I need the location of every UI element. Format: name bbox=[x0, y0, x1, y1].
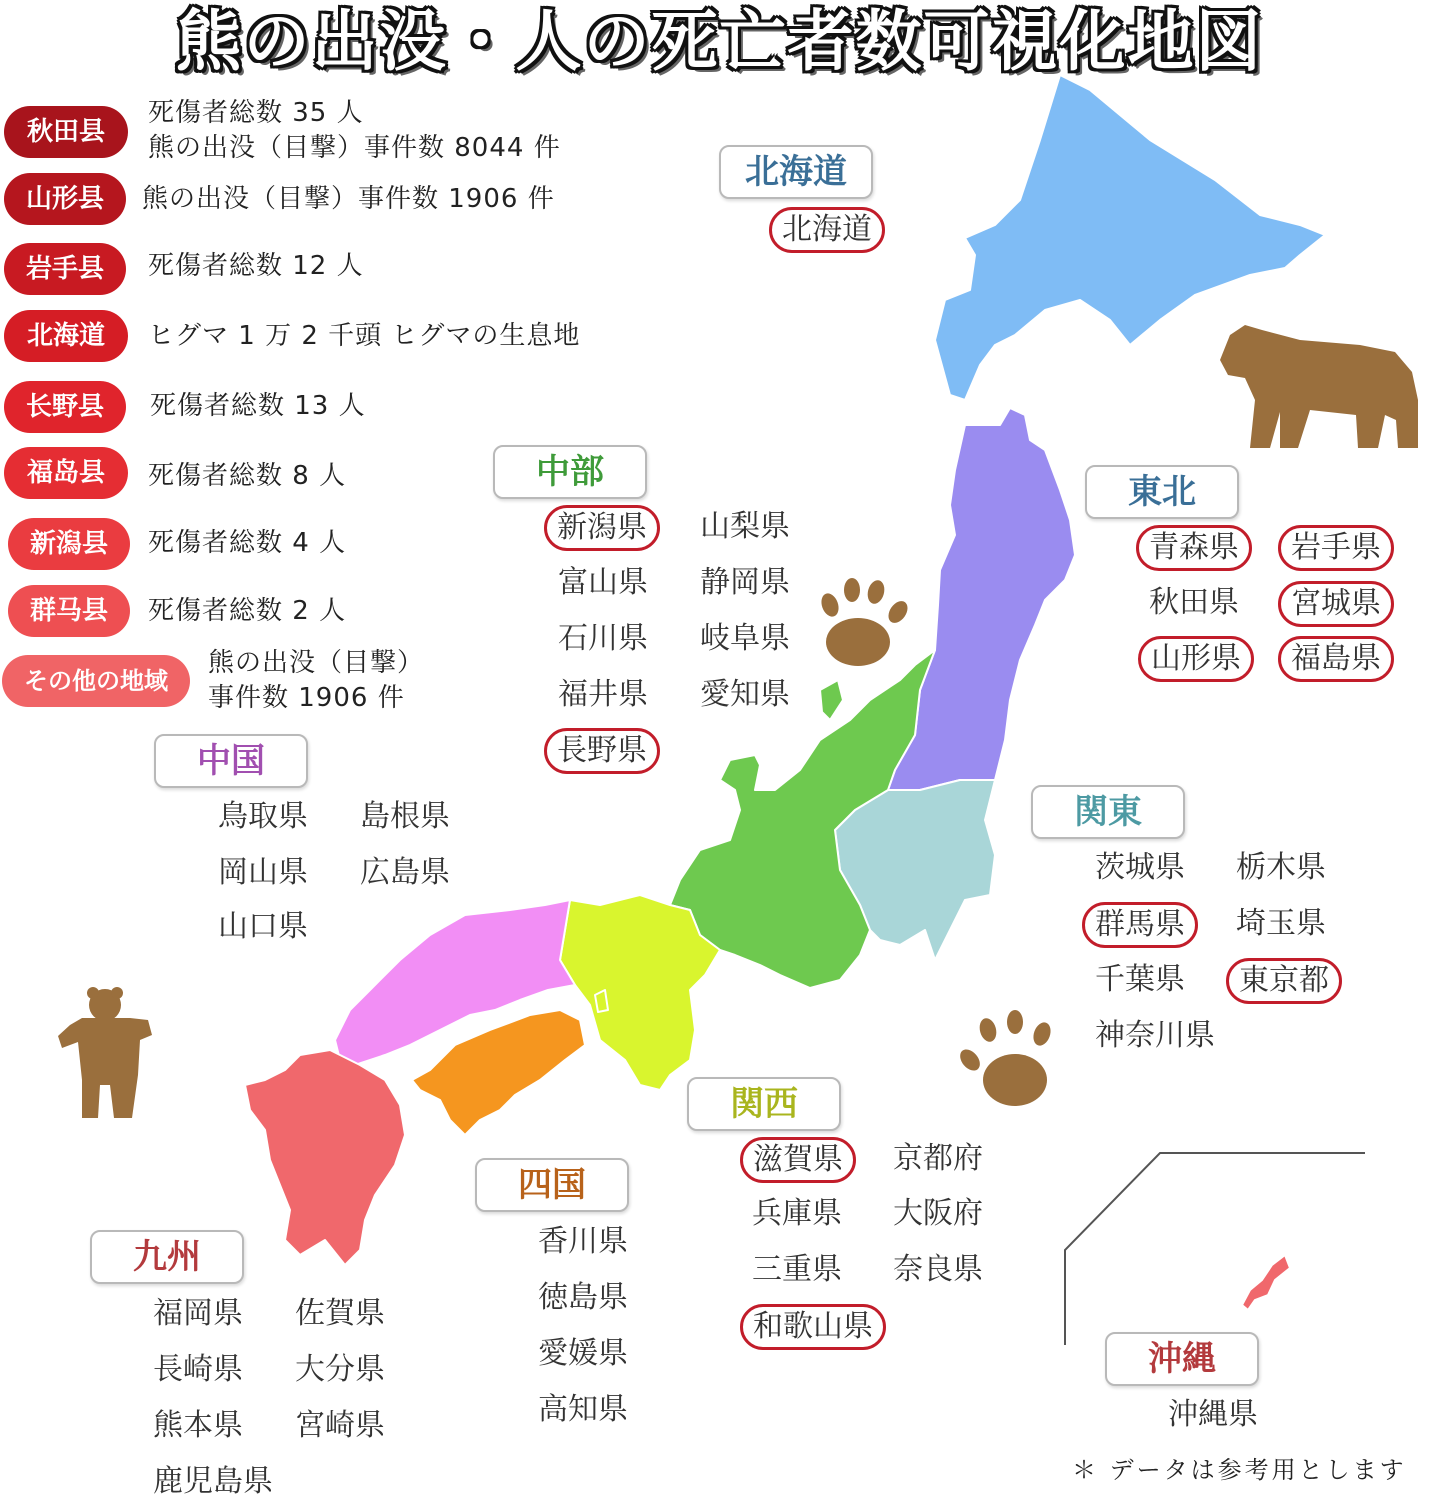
stat-text: 死傷者総数 12 人 bbox=[148, 251, 364, 281]
pref-label: 新潟県 bbox=[544, 505, 660, 551]
bear-paw-icon bbox=[956, 1010, 1053, 1106]
pref-label: 奈良県 bbox=[893, 1252, 983, 1287]
stats-panel bbox=[0, 0, 640, 720]
pref-label: 福岡県 bbox=[153, 1296, 243, 1331]
pref-label: 岡山県 bbox=[218, 855, 308, 890]
stat-text: 死傷者総数 35 人 bbox=[148, 98, 364, 128]
pref-label: 群馬県 bbox=[1082, 902, 1198, 948]
stat-pill: 岩手县 bbox=[4, 243, 126, 295]
map-region-sado bbox=[820, 680, 843, 720]
pref-label: 北海道 bbox=[769, 207, 885, 253]
pref-label: 長野県 bbox=[544, 728, 660, 774]
region-label-chugoku: 中国 bbox=[154, 734, 308, 788]
pref-label: 富山県 bbox=[558, 565, 648, 600]
pref-label: 東京都 bbox=[1226, 958, 1342, 1004]
stat-text: 熊の出没（目撃）事件数 8044 件 bbox=[148, 133, 561, 163]
pref-label: 広島県 bbox=[360, 855, 450, 890]
region-label-chubu: 中部 bbox=[493, 445, 647, 499]
stat-text: 死傷者総数 2 人 bbox=[148, 596, 347, 626]
pref-label: 石川県 bbox=[558, 621, 648, 656]
stat-text: ヒグマ 1 万 2 千頭 ヒグマの生息地 bbox=[148, 321, 581, 351]
pref-label: 大分県 bbox=[295, 1352, 385, 1387]
page-title: 熊の出没・人の死亡者数可視化地図 bbox=[175, 3, 1264, 80]
pref-label: 鳥取県 bbox=[218, 799, 308, 834]
pref-label: 愛媛県 bbox=[538, 1336, 628, 1371]
pref-label: 山口県 bbox=[218, 909, 308, 944]
pref-label: 高知県 bbox=[538, 1392, 628, 1427]
pref-label: 沖縄県 bbox=[1168, 1397, 1258, 1432]
stat-pill: その他の地域 bbox=[2, 655, 190, 707]
pref-label: 佐賀県 bbox=[295, 1296, 385, 1331]
pref-label: 宮城県 bbox=[1278, 581, 1394, 627]
pref-label: 兵庫県 bbox=[752, 1196, 842, 1231]
stat-text: 熊の出没（目撃）事件数 1906 件 bbox=[142, 184, 555, 214]
bear-walking-icon bbox=[1220, 325, 1418, 448]
bear-paw-icon bbox=[818, 578, 911, 666]
stat-pill: 秋田县 bbox=[4, 106, 128, 158]
pref-label: 三重県 bbox=[752, 1252, 842, 1287]
pref-label: 埼玉県 bbox=[1236, 906, 1326, 941]
stat-pill: 福岛县 bbox=[4, 447, 128, 499]
pref-label: 青森県 bbox=[1136, 525, 1252, 571]
pref-label: 山形県 bbox=[1138, 636, 1254, 682]
pref-label: 栃木県 bbox=[1236, 850, 1326, 885]
pref-label: 京都府 bbox=[893, 1141, 983, 1176]
pref-label: 千葉県 bbox=[1095, 962, 1185, 997]
pref-label: 茨城県 bbox=[1095, 850, 1185, 885]
pref-label: 大阪府 bbox=[893, 1196, 983, 1231]
pref-label: 徳島県 bbox=[538, 1280, 628, 1315]
pref-label: 熊本県 bbox=[153, 1408, 243, 1443]
stat-text: 死傷者総数 13 人 bbox=[150, 391, 366, 421]
region-label-shikoku: 四国 bbox=[475, 1158, 629, 1212]
map-region-tohoku[interactable] bbox=[888, 408, 1075, 795]
okinawa-inset-frame bbox=[1065, 1153, 1365, 1345]
pref-label: 福井県 bbox=[558, 677, 648, 712]
map-region-awaji bbox=[595, 990, 608, 1012]
stat-pill: 北海道 bbox=[4, 310, 128, 362]
pref-label: 愛知県 bbox=[700, 677, 790, 712]
stat-pill: 新潟县 bbox=[8, 518, 130, 570]
map-region-kansai[interactable] bbox=[560, 895, 720, 1090]
region-label-kyushu: 九州 bbox=[90, 1230, 244, 1284]
pref-label: 岩手県 bbox=[1278, 525, 1394, 571]
pref-label: 島根県 bbox=[360, 799, 450, 834]
map-region-okinawa[interactable] bbox=[1242, 1255, 1290, 1310]
pref-label: 宮崎県 bbox=[295, 1408, 385, 1443]
pref-label: 鹿児島県 bbox=[153, 1464, 273, 1499]
region-label-kansai: 関西 bbox=[687, 1077, 841, 1131]
region-label-hokkaido: 北海道 bbox=[719, 145, 873, 199]
pref-label: 山梨県 bbox=[700, 509, 790, 544]
bear-standing-icon bbox=[58, 987, 152, 1118]
pref-label: 和歌山県 bbox=[740, 1304, 886, 1350]
pref-label: 福島県 bbox=[1278, 636, 1394, 682]
stat-text: 熊の出没（目撃） bbox=[208, 648, 425, 678]
pref-label: 香川県 bbox=[538, 1224, 628, 1259]
stat-pill: 长野县 bbox=[4, 381, 126, 433]
stat-pill: 群马县 bbox=[8, 585, 130, 637]
region-label-tohoku: 東北 bbox=[1085, 465, 1239, 519]
stat-text: 事件数 1906 件 bbox=[208, 683, 405, 713]
data-note: ＊ データは参考用とします bbox=[1072, 1456, 1407, 1484]
region-label-okinawa: 沖縄 bbox=[1105, 1332, 1259, 1386]
pref-label: 神奈川県 bbox=[1095, 1018, 1215, 1053]
pref-label: 滋賀県 bbox=[740, 1137, 856, 1183]
pref-label: 秋田県 bbox=[1149, 585, 1239, 620]
pref-label: 岐阜県 bbox=[700, 621, 790, 656]
region-label-kanto: 関東 bbox=[1031, 785, 1185, 839]
stat-text: 死傷者総数 4 人 bbox=[148, 528, 347, 558]
map-region-kyushu[interactable] bbox=[245, 1050, 405, 1265]
stat-pill: 山形县 bbox=[4, 173, 126, 225]
stat-text: 死傷者総数 8 人 bbox=[148, 461, 347, 491]
pref-label: 長崎県 bbox=[153, 1352, 243, 1387]
pref-label: 静岡県 bbox=[700, 565, 790, 600]
